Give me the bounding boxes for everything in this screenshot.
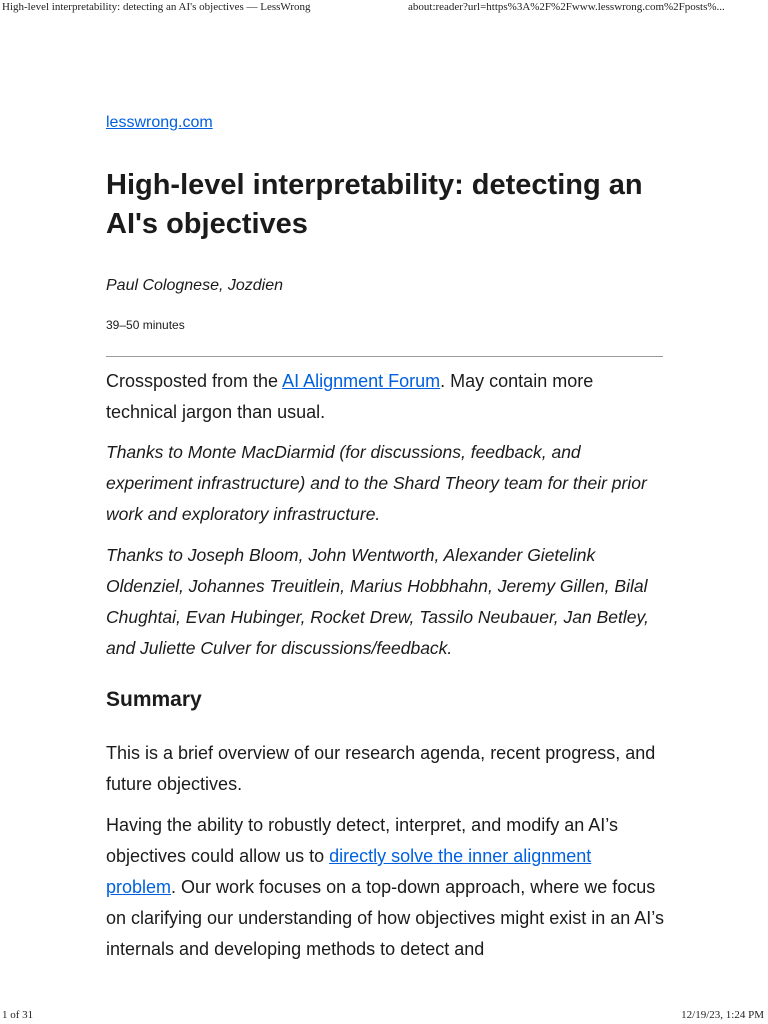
article-byline: Paul Colognese, Jozdien: [106, 277, 284, 294]
domain-link[interactable]: lesswrong.com: [106, 114, 213, 131]
inner-alignment-link[interactable]: directly solve the inner alignment problem: [106, 846, 592, 897]
summary-paragraph-2: [106, 810, 664, 965]
acknowledgements-paragraph-2: Thanks to Joseph Bloom, John Wentworth, Alexander Gietelink Oldenziel, Johannes Treuitlein, Marius Hobbhahn, Jeremy Gillen, Bilal Chughtai, Evan Hubinger, Rocket Drew, Tassilo Neubauer, Jan Betley, and Juliette Culver for discussions/feedback.: [106, 545, 649, 658]
crosspost-text-after: . May contain more technical jargon than usual.: [106, 371, 594, 422]
print-timestamp: 12/19/23, 1:24 PM: [681, 1009, 764, 1021]
print-header: [0, 0, 768, 16]
print-footer: [0, 1008, 768, 1024]
summary-heading: Summary: [106, 688, 202, 711]
reading-time: 39–50 minutes: [106, 318, 185, 332]
print-header-url: about:reader?url=https%3A%2F%2Fwww.lesswrong.com%2Fposts%...: [408, 1, 725, 13]
print-header-title: High-level interpretability: detecting an AI's objectives — LessWrong: [2, 1, 311, 13]
header-divider: [106, 356, 663, 357]
summary-paragraph-1: This is a brief overview of our research agenda, recent progress, and future objectives.: [106, 743, 656, 794]
summary-text-after: . Our work focuses on a top-down approach, where we focus on clarifying our understanding of how objectives might exist in an AI’s internals and developing methods to detect and: [106, 877, 664, 959]
summary-text-before: Having the ability to robustly detect, interpret, and modify an AI’s objectives could allow us to: [106, 815, 618, 866]
article-title: High-level interpretability: detecting an AI's objectives: [106, 169, 643, 240]
acknowledgements-paragraph-1: Thanks to Monte MacDiarmid (for discussions, feedback, and experiment infrastructure) and to the Shard Theory team for their prior work and exploratory infrastructure.: [106, 442, 647, 524]
page-count: 1 of 31: [2, 1009, 34, 1021]
crosspost-paragraph: [106, 366, 664, 428]
crosspost-text-before: Crossposted from the: [106, 371, 283, 391]
ai-alignment-forum-link[interactable]: AI Alignment Forum: [282, 371, 441, 391]
